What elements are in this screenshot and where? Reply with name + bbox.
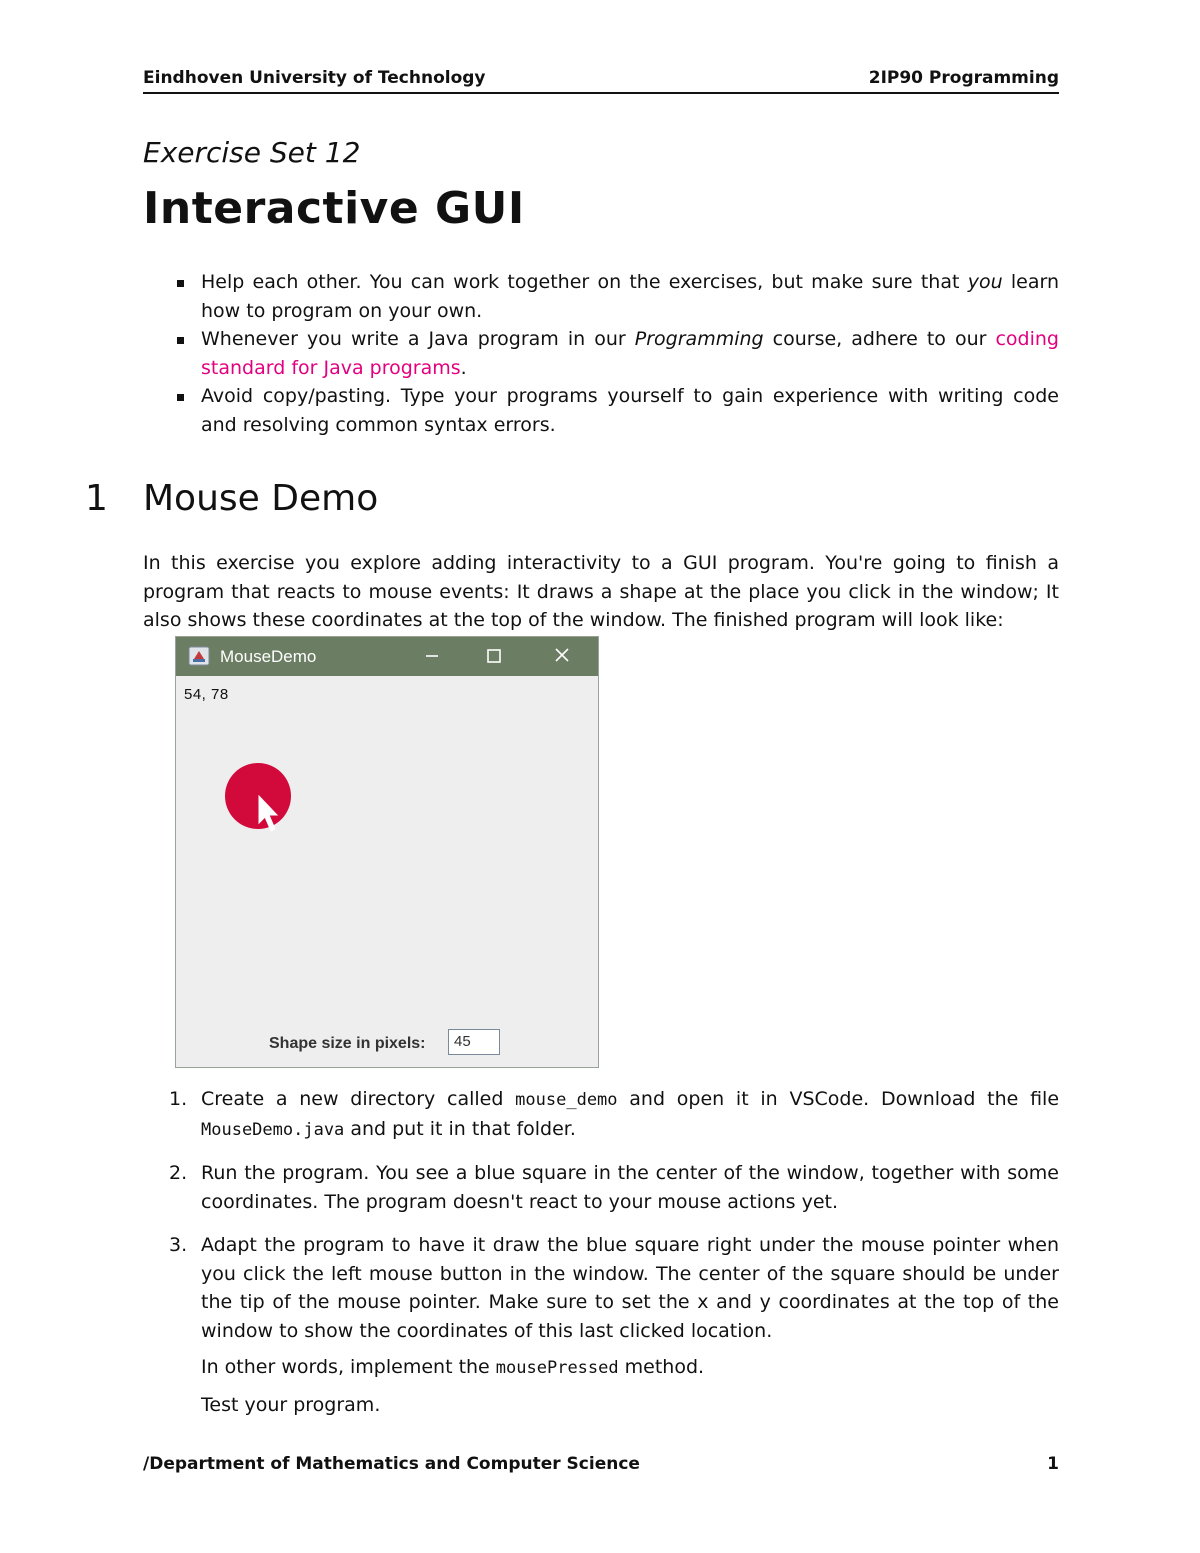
exercise-set-label: Exercise Set 12 [143, 136, 361, 169]
instruction-steps [143, 1085, 1059, 1434]
guideline-item: Help each other. You can work together on the exercises, but make sure that you learn how to program on your own. [143, 268, 1059, 325]
guidelines-list [143, 268, 1059, 439]
window-title: MouseDemo [220, 647, 317, 666]
coordinates-label: 54, 78 [184, 686, 229, 703]
header-course: 2IP90 Programming [868, 68, 1059, 88]
code-method-name: mousePressed [495, 1358, 619, 1378]
coding-standard-link[interactable]: coding standard for Java programs [201, 328, 1059, 379]
step-item: 2. Run the program. You see a blue square in the center of the window, together with some coordinates. The program doesn't react to your mouse actions yet. [143, 1159, 1059, 1216]
code-directory-name: mouse_demo [515, 1090, 618, 1110]
page-number: 1 [1047, 1454, 1059, 1474]
page-footer [143, 1454, 1059, 1474]
step-item: 3. Adapt the program to have it draw the blue square right under the mouse pointer when you click the left mouse button in the window. The center of the square should be under the tip of the mouse pointer. Make sure to set the x and y coordinates at the top of the window to show the coordinates of this last clicked location. In other words, implement the mousePressed method. Test your program. [143, 1231, 1059, 1419]
section-number: 1 [85, 478, 108, 519]
guideline-item: Whenever you write a Java program in our Programming course, adhere to our coding standard for Java programs. [143, 325, 1059, 382]
maximize-icon[interactable] [480, 643, 508, 669]
mousedemo-window-screenshot [175, 636, 599, 1068]
document-page [85, 0, 1060, 1553]
header-university: Eindhoven University of Technology [143, 68, 486, 88]
step-number: 1. [169, 1088, 188, 1110]
page-header [143, 66, 1059, 94]
step-number: 2. [169, 1162, 188, 1184]
section-title: Mouse Demo [143, 478, 379, 519]
step-item: 1. Create a new directory called mouse_demo and open it in VSCode. Download the file MouseDemo.java and put it in that folder. [143, 1085, 1059, 1144]
java-app-icon [188, 646, 210, 666]
guideline-item: Avoid copy/pasting. Type your programs yourself to gain experience with writing code and resolving common syntax errors. [143, 382, 1059, 439]
window-titlebar [176, 637, 598, 676]
minimize-icon[interactable] [418, 643, 446, 669]
code-file-name: MouseDemo.java [201, 1119, 345, 1140]
section-heading [85, 478, 378, 519]
close-icon[interactable] [548, 643, 576, 669]
shape-size-input[interactable]: 45 [448, 1029, 500, 1055]
shape-size-label: Shape size in pixels: [269, 1035, 426, 1052]
intro-paragraph: In this exercise you explore adding interactivity to a GUI program. You're going to finish a program that reacts to mouse events: It draws a shape at the place you click in the window; It also shows these coordinates at the top of the window. The finished program will look like: [143, 552, 1059, 631]
page-title: Interactive GUI [143, 183, 525, 234]
step-number: 3. [169, 1234, 188, 1256]
mouse-pointer-icon [258, 795, 282, 835]
footer-department: /Department of Mathematics and Computer Science [143, 1454, 640, 1474]
